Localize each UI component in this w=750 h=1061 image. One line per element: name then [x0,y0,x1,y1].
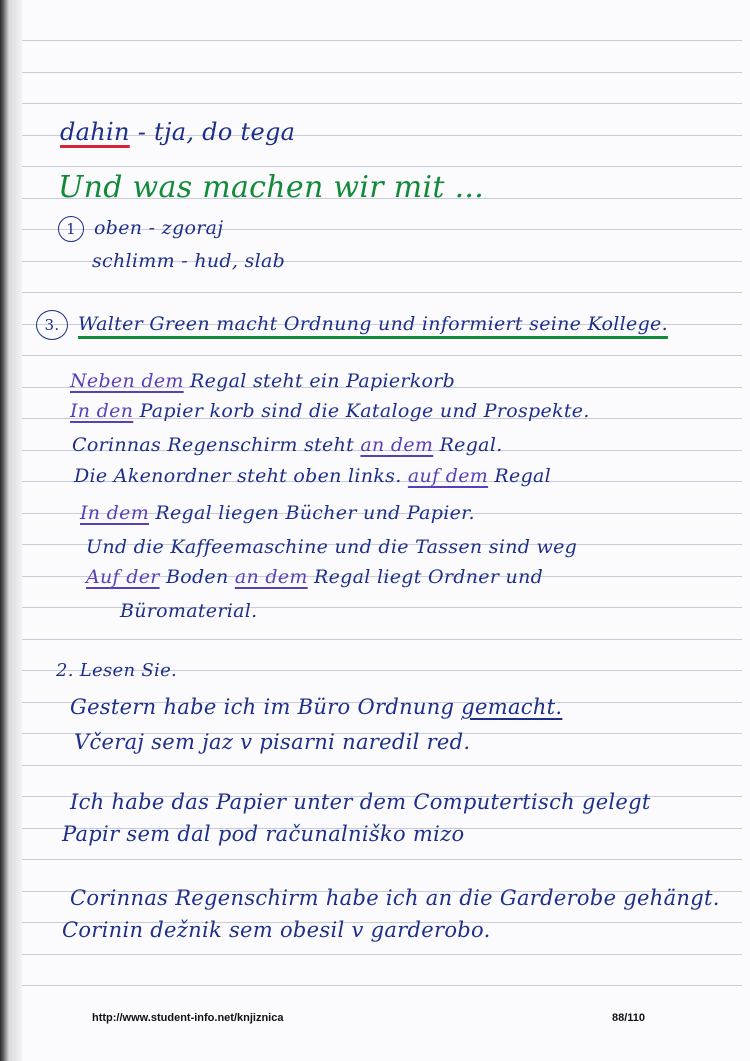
part2-line-1-text: Gestern habe ich im Büro Ordnung [70,695,462,719]
sentence-line [86,536,577,558]
ruled-line [22,985,742,986]
part2-line-1 [70,695,562,719]
sentence-text: Die Akenordner steht oben links. [74,465,408,487]
sentence-line [74,465,551,487]
sentence-preposition: auf dem [407,465,489,487]
section-3-title: Walter Green macht Ordnung und informiert seine Kollege. [78,313,668,335]
part2-title: 2. Lesen Sie. [56,660,178,681]
ruled-line [22,639,742,640]
part2-line-2: Včeraj sem jaz v pisarni naredil red. [74,730,471,754]
ruled-line [22,72,742,73]
sentence-line [80,502,475,524]
note-list-a [58,216,223,242]
sentence-line [86,566,543,588]
sentence-preposition: Auf der [86,566,160,588]
sentence-text: Papier korb sind die Kataloge und Prospekte. [133,400,590,422]
sentence-text: Boden [159,566,235,588]
note-line-dahin [60,118,295,146]
sentence-line [70,370,455,392]
sentence-text: Corinnas Regenschirm steht [72,434,361,456]
sentence-preposition: Neben dem [70,370,184,392]
sentence-line [120,600,257,622]
sentence-text: Regal [488,465,552,487]
sentence-line [70,400,590,422]
part2c-line-1: Corinnas Regenschirm habe ich an die Garderobe gehängt. [70,886,720,910]
ruled-line [22,859,742,860]
sentence-text: Regal. [433,434,503,456]
sentence-preposition: an dem [360,434,434,456]
part2c-line-2: Corinin dežnik sem obesil v garderobo. [62,918,491,942]
ruled-line [22,355,742,356]
list-a-text: oben - zgoraj [94,217,224,239]
sentence-text: Und die Kaffeemaschine und die Tassen sind weg [86,536,578,558]
sentence-preposition: In dem [80,502,150,524]
section-marker-circle: 3. [36,310,68,340]
ruled-line [22,954,742,955]
sentence-preposition: In den [70,400,134,422]
note-list-a2: schlimm - hud, slab [92,250,286,272]
ruled-line [22,292,742,293]
note-translation-dahin: - tja, do tega [129,118,296,146]
sentence-text: Regal liegt Ordner und [307,566,544,588]
note-word-dahin: dahin [60,118,130,146]
list-marker-circle: 1 [58,216,84,242]
note-heading: Und was machen wir mit ... [58,170,485,205]
notebook-binding [0,0,22,1061]
part2-line-1-underlined: gemacht. [461,695,563,719]
sentence-text: Regal liegen Bücher und Papier. [149,502,475,524]
sentence-preposition: an dem [234,566,308,588]
ruled-line [22,103,742,104]
ruled-line [22,765,742,766]
sentence-text: Büromaterial. [120,600,258,622]
part2b-line-1: Ich habe das Papier unter dem Computertisch gelegt [70,790,651,814]
ruled-line [22,166,742,167]
ruled-line [22,40,742,41]
note-section-3 [36,310,668,340]
footer-url[interactable]: http://www.student-info.net/knjiznica [92,1012,284,1024]
sentence-line [72,434,503,456]
footer-page-number: 88/110 [612,1012,646,1024]
sentence-text: Regal steht ein Papierkorb [183,370,456,392]
part2b-line-2: Papir sem dal pod računalniško mizo [62,822,465,846]
